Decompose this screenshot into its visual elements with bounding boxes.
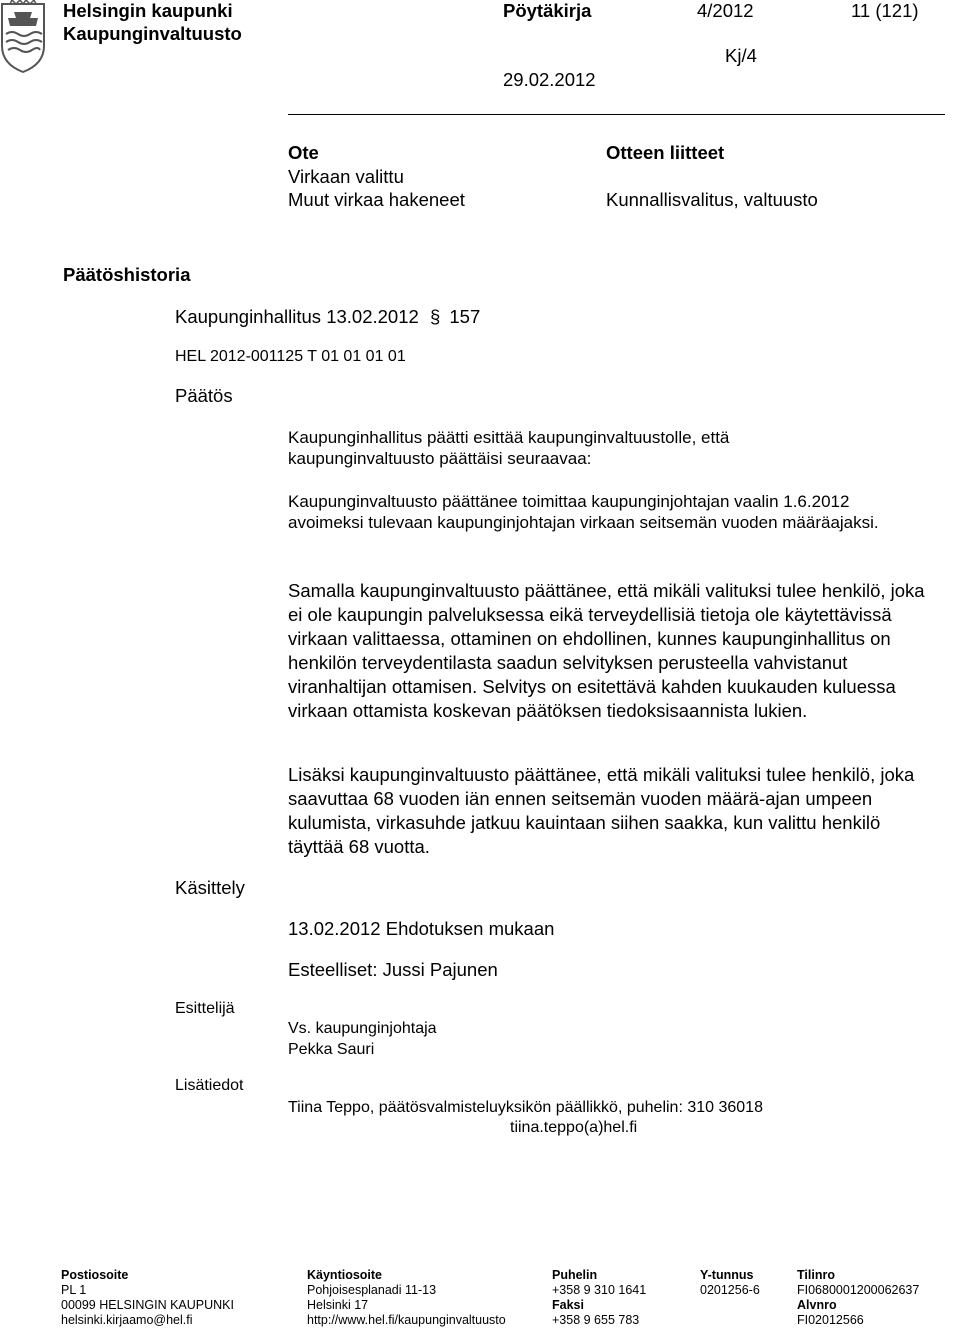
case-id: HEL 2012-001125 T 01 01 01 01 [175,348,406,365]
footer-phone: Puhelin +358 9 310 1641 Faksi +358 9 655 783 [552,1268,647,1327]
label-presenter: Esittelijä [175,1000,235,1017]
footer-visiting: Käyntiosoite Pohjoisesplanadi 11-13 Helsinki 17 http://www.hel.fi/kaupunginvaltuusto [307,1268,506,1327]
section-mark: § [429,306,441,327]
ote-heading: Ote [288,142,319,163]
ote-line: Muut virkaa hakeneet [288,189,465,210]
attachments-heading: Otteen liitteet [606,142,725,163]
presenter-title: Vs. kaupunginjohtaja [288,1020,437,1037]
decision-paragraph-3: Lisäksi kaupunginvaltuusto päättänee, että mikäli valituksi tulee henkilö, joka saavuttaa 68 vuoden iän ennen seitsemän vuoden määrä-ajan umpeen kulumista, virkasuhde jatkuu kauintaan siihen saakka, kun valittu henkilö täyttää 68 vuotta. [288,764,915,857]
handling-line: 13.02.2012 Ehdotuksen mukaan [288,918,555,939]
helsinki-crest-logo [0,0,46,74]
decision-paragraph-2: Samalla kaupunginvaltuusto päättänee, että mikäli valituksi tulee henkilö, joka ei ole kaupungin palveluksessa eikä terveydellisiä tietoja ole käytettävissä virkaan valittaessa, ottaminen on ehdollinen, kunnes kaupunginhallitus on henkilön terveydentilasta saadun selvityksen perusteella vahvistanut viranhaltijan ottamisen. Selvitys on esitettävä kahden kuukauden kuluessa virkaan ottamista koskevan päätöksen tiedoksisaannista lukien. [288,580,925,721]
meeting-date: 29.02.2012 [503,69,596,90]
decision-paragraph-1: Kaupunginvaltuusto päättänee toimittaa kaupunginjohtajan vaalin 1.6.2012 avoimeksi tulevaan kaupunginjohtajan virkaan seitsemän vuoden määräajaksi. [288,492,879,532]
attachment-link[interactable]: Kunnallisvalitus, valtuusto [606,189,818,210]
label-handling: Käsittely [175,877,245,898]
info-email[interactable]: tiina.teppo(a)hel.fi [510,1119,638,1136]
footer-visiting-heading: Käyntiosoite [307,1268,383,1282]
doc-number: 4/2012 [697,0,754,21]
label-decision: Päätös [175,385,233,406]
footer-account: Tilinro FI0680001200062637 Alvnro FI02012566 [797,1268,920,1327]
ote-line: Virkaan valittu [288,166,404,187]
history-heading: Päätöshistoria [63,264,191,285]
footer-email-link[interactable]: helsinki.kirjaamo@hel.fi [61,1313,193,1327]
footer-business-id: Y-tunnus 0201256-6 [700,1268,760,1297]
footer-web-link[interactable]: http://www.hel.fi/kaupunginvaltuusto [307,1313,506,1327]
footer-postal: Postiosoite PL 1 00099 HELSINGIN KAUPUNKI helsinki.kirjaamo@hel.fi [61,1268,234,1327]
decision-intro: Kaupunginhallitus päätti esittää kaupunginvaltuustolle, että kaupunginvaltuusto päättäisi seuraavaa: [288,428,730,468]
history-meeting: Kaupunginhallitus 13.02.2012 § 157 [175,306,481,327]
presenter-name: Pekka Sauri [288,1041,375,1058]
ref-code: Kj/4 [725,45,757,66]
label-info: Lisätiedot [175,1077,244,1094]
page-number: 11 (121) [851,0,919,21]
body-name: Kaupunginvaltuusto [63,23,242,44]
header-rule [288,114,945,115]
doc-type: Pöytäkirja [503,0,592,21]
handling-disqualified: Esteelliset: Jussi Pajunen [288,959,498,980]
info-contact: Tiina Teppo, päätösvalmisteluyksikön päällikkö, puhelin: 310 36018 [288,1099,763,1116]
footer-postal-heading: Postiosoite [61,1268,129,1282]
org-name: Helsingin kaupunki [63,0,233,21]
